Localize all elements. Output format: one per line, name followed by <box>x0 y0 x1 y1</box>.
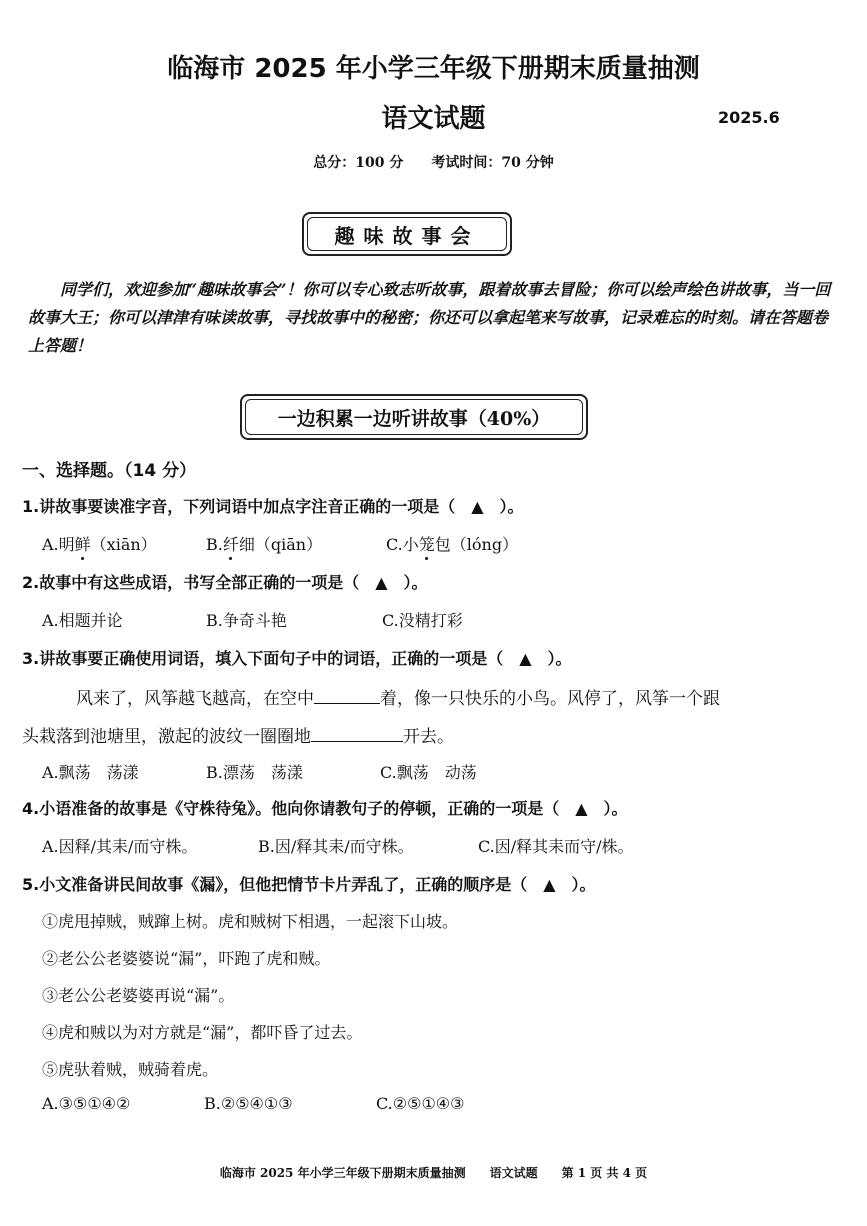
question-1-option-c: C.小笼包（lóng） <box>386 535 519 554</box>
question-3-sentence-line-2: 头栽落到池塘里，激起的波纹一圈圈地 开去。 <box>22 722 454 747</box>
question-5-card-4: ④虎和贼以为对方就是“漏”，都吓昏了过去。 <box>42 1023 363 1042</box>
question-2-option-c: C.没精打彩 <box>382 611 463 630</box>
question-3-sentence-line-1: 风来了，风筝越飞越高，在空中 着，像一只快乐的小鸟。风停了，风筝一个跟 <box>76 684 720 709</box>
question-3-stem: 3.讲故事要正确使用词语，填入下面句子中的词语，正确的一项是（ ▲ ）。 <box>22 649 572 668</box>
question-4-option-c: C.因/释其耒而守/株。 <box>478 837 634 856</box>
question-1-option-b: B.纤细（qiān） <box>206 535 323 554</box>
question-2-stem: 2.故事中有这些成语，书写全部正确的一项是（ ▲ ）。 <box>22 573 428 592</box>
section-heading: 一、选择题。（14 分） <box>22 461 197 481</box>
question-4-stem: 4.小语准备的故事是《守株待兔》。他向你请教句子的停顿，正确的一项是（ ▲ ）。 <box>22 799 628 818</box>
question-3-option-c: C.飘荡 动荡 <box>380 763 477 782</box>
question-5-card-3: ③老公公老婆婆再说“漏”。 <box>42 986 235 1005</box>
question-5-option-b: B.②⑤④①③ <box>204 1094 293 1113</box>
page-footer: 临海市 2025 年小学三年级下册期末质量抽测 语文试题 第 1 页 共 4 页 <box>219 1166 648 1180</box>
question-2-option-b: B.争奇斗艳 <box>206 611 287 630</box>
question-4-option-a: A.因释/其耒/而守株。 <box>42 837 198 856</box>
question-5-card-1: ①虎甩掉贼，贼蹿上树。虎和贼树下相遇，一起滚下山坡。 <box>42 912 459 931</box>
part-box-label: 一边积累一边听讲故事（40%） <box>245 399 583 435</box>
exam-date: 2025.6 <box>718 108 780 127</box>
intro-paragraph: 同学们，欢迎参加“趣味故事会”！你可以专心致志听故事，跟着故事去冒险；你可以绘声绘色讲故事，当一回故事大王；你可以津津有味读故事，寻找故事中的秘密；你还可以拿起笔来写故事，记录难忘的时刻。请在答题卷上答题！ <box>28 280 831 355</box>
question-3-option-a: A.飘荡 荡漾 <box>42 763 139 782</box>
answer-blank-1 <box>314 686 380 704</box>
question-1-option-a: A.明鲜（xiān） <box>42 535 157 554</box>
question-5-card-5: ⑤虎驮着贼，贼骑着虎。 <box>42 1060 219 1079</box>
exam-meta: 总分：100 分 考试时间：70 分钟 <box>313 155 554 171</box>
question-5-stem: 5.小文准备讲民间故事《漏》，但他把情节卡片弄乱了，正确的顺序是（ ▲ ）。 <box>22 875 596 894</box>
question-5-card-2: ②老公公老婆婆说“漏”，吓跑了虎和贼。 <box>42 949 331 968</box>
question-5-option-a: A.③⑤①④② <box>42 1094 131 1113</box>
question-1-stem: 1.讲故事要读准字音，下列词语中加点字注音正确的一项是（ ▲ ）。 <box>22 497 524 516</box>
theme-box <box>302 212 512 256</box>
exam-title: 临海市 2025 年小学三年级下册期末质量抽测 <box>167 54 700 84</box>
question-3-option-b: B.漂荡 荡漾 <box>206 763 303 782</box>
question-5-option-c: C.②⑤①④③ <box>376 1094 465 1113</box>
theme-box-label: 趣味故事会 <box>307 217 507 251</box>
part-box <box>240 394 588 440</box>
question-2-option-a: A.相题并论 <box>42 611 123 630</box>
answer-blank-2 <box>311 724 403 742</box>
question-4-option-b: B.因/释其耒/而守株。 <box>258 837 414 856</box>
exam-subtitle: 语文试题 <box>381 104 486 134</box>
